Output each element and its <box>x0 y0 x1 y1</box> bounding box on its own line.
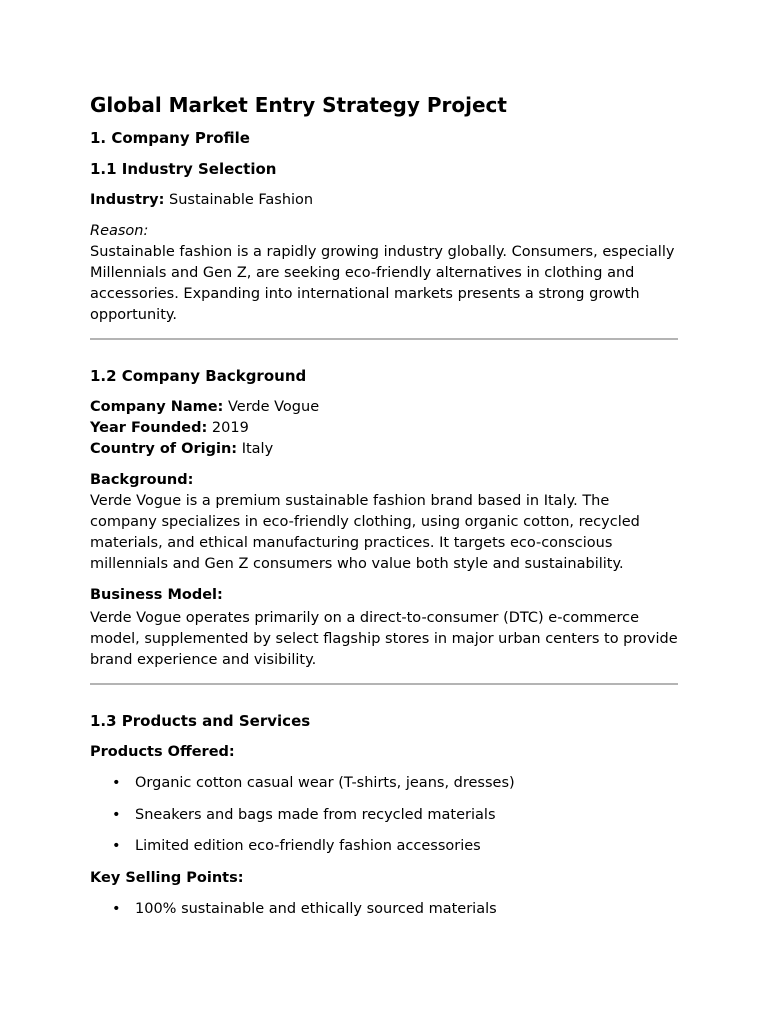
company-name-line <box>90 397 678 418</box>
company-facts <box>90 397 678 460</box>
section-heading-company-profile: 1. Company Profile <box>90 129 250 147</box>
company-name-label: Company Name: <box>90 399 224 415</box>
year-founded-label: Year Founded: <box>90 420 208 436</box>
country-line <box>90 439 678 460</box>
list-item <box>90 836 678 857</box>
bullet-icon: • <box>112 775 121 791</box>
list-item-text: Organic cotton casual wear (T-shirts, jeans, dresses) <box>135 775 515 791</box>
industry-value: Sustainable Fashion <box>169 192 314 208</box>
products-offered-label-text: Products Offered: <box>90 744 235 760</box>
list-item-text: Sneakers and bags made from recycled materials <box>135 806 496 823</box>
business-model-block <box>90 585 678 671</box>
selling-points-list <box>90 899 678 920</box>
key-selling-points-label-text: Key Selling Points: <box>90 869 244 886</box>
reason-text: Sustainable fashion is a rapidly growing industry globally. Consumers, especially Millennials and Gen Z, are seeking eco-friendly alternatives in clothing and accessories. Expanding into international markets presents a strong growth opportunity. <box>90 244 675 323</box>
industry-label: Industry: <box>90 192 165 208</box>
country-value: Italy <box>241 441 274 457</box>
section-heading-industry-selection: 1.1 Industry Selection <box>90 160 277 178</box>
list-item-text: Limited edition eco-friendly fashion accessories <box>135 838 481 854</box>
industry-line <box>90 190 678 211</box>
bullet-icon: • <box>112 900 121 917</box>
bullet-icon: • <box>112 806 121 823</box>
country-label: Country of Origin: <box>90 441 238 457</box>
document-title: Global Market Entry Strategy Project <box>90 93 507 117</box>
key-selling-points-label <box>90 868 678 889</box>
business-model-text: Verde Vogue operates primarily on a direct-to-consumer (DTC) e-commerce model, supplemented by select flagship stores in major urban centers to provide brand experience and visibility. <box>90 610 678 668</box>
section-heading-products-services: 1.3 Products and Services <box>90 712 311 730</box>
section-divider <box>90 683 678 685</box>
company-name-value: Verde Vogue <box>227 399 320 415</box>
reason-label: Reason: <box>90 223 149 239</box>
products-offered-label <box>90 742 678 763</box>
background-text: Verde Vogue is a premium sustainable fashion brand based in Italy. The company specializes in eco-friendly clothing, using organic cotton, recycled materials, and ethical manufacturing practices. It targets eco-conscious millennials and Gen Z consumers who value both style and sustainability. <box>90 493 640 572</box>
reason-block <box>90 221 678 326</box>
list-item <box>90 805 678 826</box>
list-item-text: 100% sustainable and ethically sourced materials <box>135 900 497 917</box>
year-founded-line <box>90 418 678 439</box>
business-model-label: Business Model: <box>90 587 223 603</box>
year-founded-value: 2019 <box>211 420 249 436</box>
background-label: Background: <box>90 472 194 488</box>
background-block <box>90 470 678 575</box>
list-item <box>90 899 678 920</box>
section-divider <box>90 338 678 340</box>
products-list <box>90 773 678 857</box>
bullet-icon: • <box>112 838 121 854</box>
section-heading-company-background: 1.2 Company Background <box>90 367 307 385</box>
list-item <box>90 773 678 794</box>
